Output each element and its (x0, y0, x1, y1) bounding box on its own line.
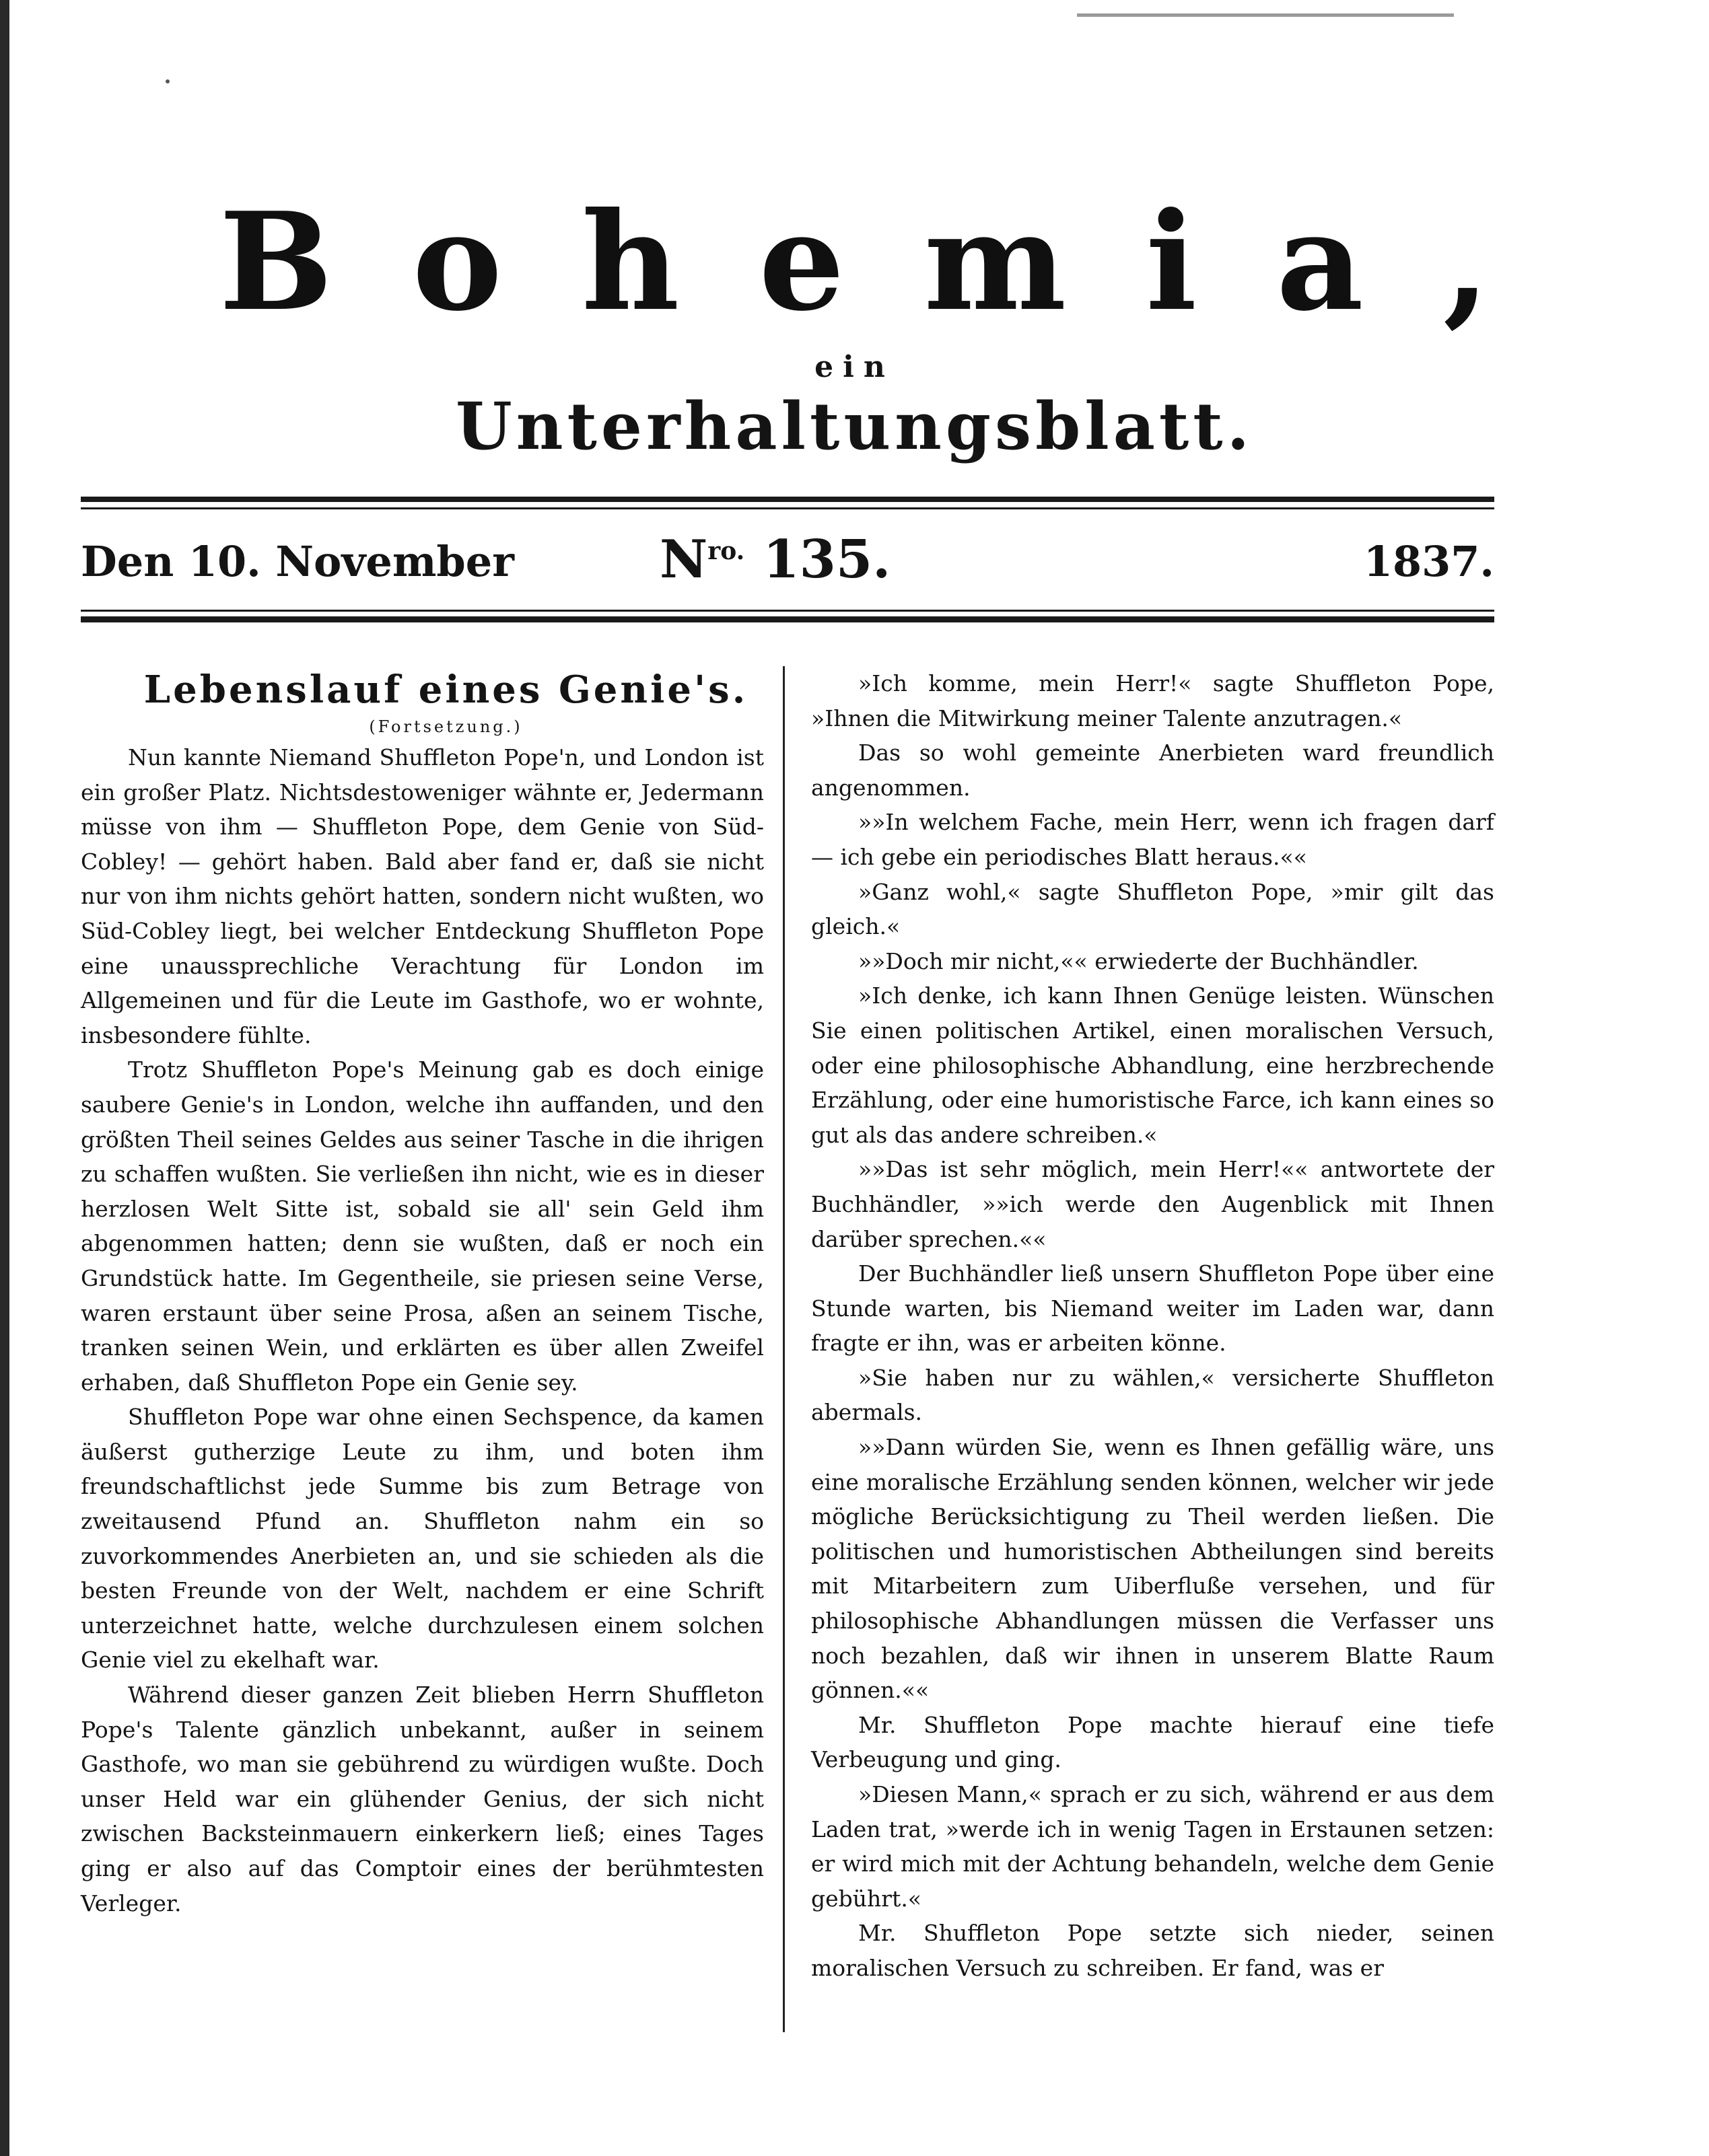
issue-year: 1837. (1363, 537, 1494, 586)
left-column (81, 666, 764, 1920)
scan-mark (1077, 13, 1454, 17)
rule-top-thin (81, 507, 1494, 509)
right-column (811, 666, 1494, 1986)
paragraph: Shuffleton Pope war ohne einen Sechspence, da kamen äußerst gutherzige Leute zu ihm, und boten ihm freundschaftlichst jede Summe bis zum Betrage von zweitausend Pfund an. Shuffleton nahm ein so zuvorkommendes Anerbieten an, und sie schieden als die besten Freunde von der Welt, nachdem er eine Schrift unterzeichnet hatte, welche durchzulesen einem solchen Genie viel zu ekelhaft war. (81, 1404, 764, 1674)
masthead-title: Bohemia, (219, 183, 1570, 341)
paragraph: »Ich denke, ich kann Ihnen Genüge leisten. Wünschen Sie einen politischen Artikel, einen moralischen Versuch, oder eine philosophische Abhandlung, eine herzbrechende Erzählung, oder eine humoristische Farce, ich kann eines so gut als das andere schreiben.« (811, 982, 1494, 1148)
rule-bottom-thick (81, 616, 1494, 622)
paragraph: Der Buchhändler ließ unsern Shuffleton Pope über eine Stunde warten, bis Niemand weiter im Laden war, dann fragte er ihn, was er arbeiten könne. (811, 1260, 1494, 1357)
continued-note: (Fortsetzung.) (369, 717, 523, 736)
ink-speck (166, 79, 170, 83)
paragraph: Mr. Shuffleton Pope machte hierauf eine tiefe Verbeugung und ging. (811, 1711, 1494, 1773)
issue-date: Den 10. November (81, 537, 514, 586)
column-divider (783, 666, 785, 2032)
paragraph: »»Doch mir nicht,«« erwiederte der Buchhändler. (858, 947, 1419, 974)
right-paragraphs (811, 666, 1494, 1986)
masthead (0, 182, 1709, 464)
issue-sup: ro. (707, 537, 745, 565)
rule-top-thick (81, 497, 1494, 502)
dateline (81, 525, 1494, 592)
paragraph: »»Dann würden Sie, wenn es Ihnen gefällig wäre, uns eine moralische Erzählung senden können, welcher wir jede mögliche Berücksichtigung zu Theil werden ließen. Die politischen und humoristischen Abtheilungen sind bereits mit Mitarbeitern zum Uiberfluße versehen, und für philosophische Abhandlungen müssen die Verfasser uns noch bezahlen, daß wir ihnen in unserem Blatte Raum gönnen.«« (811, 1434, 1494, 1704)
paragraph: Trotz Shuffleton Pope's Meinung gab es doch einige saubere Genie's in London, welche ihn auffanden, und den größten Theil seines Geldes aus seiner Tasche in die ihrigen zu schaffen wußten. Sie verließen ihn nicht, wie es in dieser herzlosen Welt Sitte ist, sobald sie all' sein Geld ihm abgenommen hatten; denn sie wußten, daß er noch ein Grundstück hatte. Im Gegentheile, sie priesen seine Verse, waren erstaunt über seine Prosa, aßen an seinem Tische, tranken seinen Wein, und erklärten es über allen Zweifel erhaben, daß Shuffleton Pope ein Genie sey. (81, 1056, 764, 1396)
paragraph: »Sie haben nur zu wählen,« versicherte Shuffleton abermals. (811, 1364, 1494, 1426)
rule-bottom-thin (81, 610, 1494, 612)
article-title: Lebenslauf eines Genie's. (143, 668, 748, 712)
paragraph: »Ich komme, mein Herr!« sagte Shuffleton Pope, »Ihnen die Mitwirkung meiner Talente anzutragen.« (811, 670, 1494, 731)
paragraph: Das so wohl gemeinte Anerbieten ward freundlich angenommen. (811, 740, 1494, 801)
paragraph: Mr. Shuffleton Pope setzte sich nieder, seinen moralischen Versuch zu schreiben. Er fand, was er (811, 1920, 1494, 1981)
paragraph: »»In welchem Fache, mein Herr, wenn ich fragen darf — ich gebe ein periodisches Blatt heraus.«« (811, 809, 1494, 870)
paragraph: Während dieser ganzen Zeit blieben Herrn Shuffleton Pope's Talente gänzlich unbekannt, außer in seinem Gasthofe, wo man sie gebührend zu würdigen wußte. Doch unser Held war ein glühender Genius, der sich nicht zwischen Backsteinmauern einkerkern ließ; eines Tages ging er also auf das Comptoir eines der berühmtesten Verleger. (81, 1682, 764, 1916)
paragraph: Nun kannte Niemand Shuffleton Pope'n, und London ist ein großer Platz. Nichtsdestoweniger wähnte er, Jedermann müsse von ihm — Shuffleton Pope, dem Genie von Süd-Cobley! — gehört haben. Bald aber fand er, daß sie nicht nur von ihm nichts gehört hatten, sondern nicht wußten, wo Süd-Cobley liegt, bei welcher Entdeckung Shuffleton Pope eine unaussprechliche Verachtung für London im Allgemeinen und für die Leute im Gasthofe, wo er wohnte, insbesondere fühlte. (81, 744, 764, 1048)
issue-number-value: 135. (763, 529, 891, 590)
left-paragraphs (81, 740, 764, 1920)
paragraph: »»Das ist sehr möglich, mein Herr!«« antwortete der Buchhändler, »»ich werde den Augenblick mit Ihnen darüber sprechen.«« (811, 1156, 1494, 1252)
paragraph: »Ganz wohl,« sagte Shuffleton Pope, »mir gilt das gleich.« (811, 878, 1494, 940)
issue-number (660, 529, 891, 590)
issue-prefix: N (660, 529, 708, 590)
paragraph: »Diesen Mann,« sprach er zu sich, während er aus dem Laden trat, »werde ich in wenig Tagen in Erstaunen setzen: er wird mich mit der Achtung behandeln, welche dem Genie gebührt.« (811, 1781, 1494, 1912)
masthead-subtitle: Unterhaltungsblatt. (456, 388, 1253, 464)
masthead-subtitle-small: ein (814, 350, 895, 384)
